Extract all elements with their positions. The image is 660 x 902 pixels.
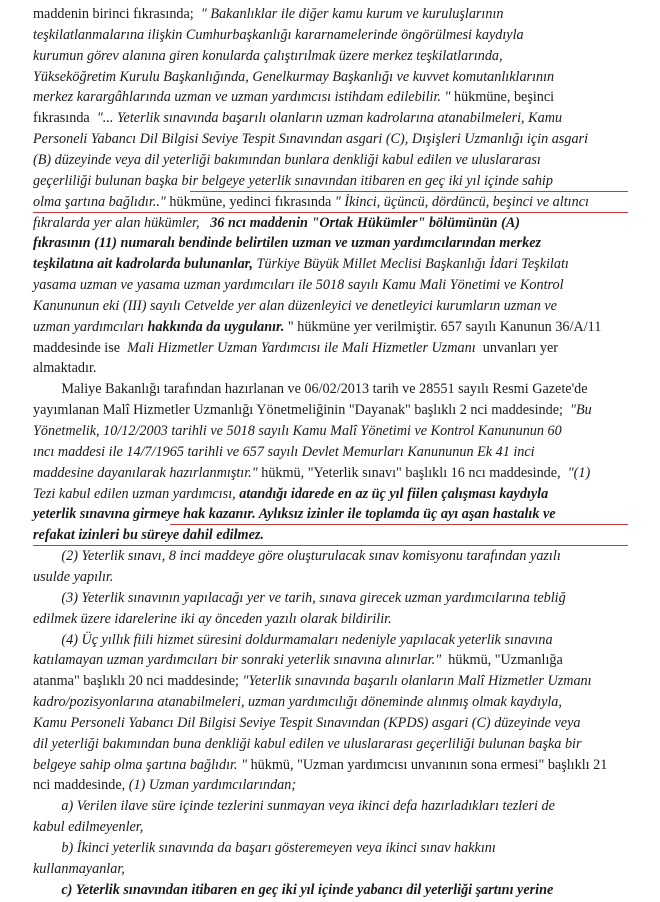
text-run: hükmüne, yedinci fıkrasında [169,193,335,210]
text-run: Yönetmelik, 10/12/2003 tarihli ve 5018 sayılı Kamu Malî Yönetimi ve Kontrol Kanununun 60 [33,423,562,439]
text-run: c) Yeterlik sınavından itibaren en geç iki yıl içinde yabancı dil yeterliği şartını yerine [33,881,554,898]
text-run: (3) Yeterlik sınavının yapılacağı yer ve tarih, sınava girecek uzman yardımcılarına tebliğ [33,589,566,606]
text-run: "Bu [570,402,592,419]
text-run: Personeli Yabancı Dil Bilgisi Seviye Tespit Sınavından asgari (C), Dışişleri Uzmanlığı için asgari [33,131,589,148]
text-run: usulde yapılır. [33,568,114,585]
underline-mark [33,212,628,213]
text-run: Kamu Personeli Yabancı Dil Bilgisi Seviye Tespit Sınavından (KPDS) asgari (C) düzeyinde veya [33,714,581,731]
text-run: almaktadır. [33,360,97,377]
text-run: (1) Uzman yardımcılarından; [128,777,297,794]
text-run: merkez karargâhlarında uzman ve uzman yardımcısı istihdam edilebilir. " [33,89,455,106]
text-run: "(1) [567,464,591,481]
text-run: nci maddesinde, [33,777,129,794]
text-run: Türkiye Büyük Millet Meclisi Başkanlığı İdari Teşkilatı [256,256,569,273]
text-run: belgeye sahip olma şartına bağlıdır. " [33,756,251,773]
text-run: "Yeterlik sınavında başarılı olanların Malî Hizmetler Uzmanı [242,673,592,690]
text-run: refakat izinleri bu süreye dahil edilmez. [33,527,264,544]
text-run: hükmüne, beşinci [454,89,555,106]
text-run: yasama uzman ve yasama uzman yardımcıları ile 5018 sayılı Kamu Mali Yönetimi ve Kontrol [33,277,564,294]
text-run: hükmü, "Uzmanlığa [448,652,563,669]
text-run: Tezi kabul edilen uzman yardımcısı, [33,485,240,502]
text-run: unvanları yer [482,339,559,356]
text-run: 36 ncı maddenin "Ortak Hükümler" bölümünün (A) [203,214,521,231]
text-run: a) Verilen ilave süre içinde tezlerini sunmayan veya ikinci defa hazırladıkları tezleri de [33,798,555,815]
text-run: ıncı maddesi ile 14/7/1965 tarihli ve 657 sayılı Devlet Memurları Kanununun Ek 41 inci [33,443,535,460]
text-run: " Bakanlıklar ile diğer kamu kurum ve kuruluşlarının [200,6,504,22]
text-run: " hükmüne yer verilmiştir. 657 sayılı Kanunun 36/A/11 [287,318,602,335]
text-run: "... Yeterlik sınavında başarılı olanların uzman kadrolarına atanabilmeleri, Kamu [96,110,563,127]
text-run: fıkralarda yer alan hükümler, [33,214,204,231]
text-run: yeterlik sınavına girmeye hak kazanır. Aylıksız izinler ile toplamda üç ayı aşan hastalık ve [33,506,556,523]
text-run: maddesine dayanılarak hazırlanmıştır." [33,464,262,481]
text-run: edilmek üzere idarelerine iki ay önceden yazılı olarak bildirilir. [33,610,392,627]
text-run: Maliye Bakanlığı tarafından hazırlanan ve 06/02/2013 tarih ve 28551 sayılı Resmi Gazete'de [33,381,588,398]
underline-mark [33,545,628,546]
text-run: uzman yardımcıları [33,318,148,335]
text-run: maddenin birinci fıkrasında; [33,6,201,22]
text-run: fıkrasının (11) numaralı bendinde belirtilen uzman ve uzman yardımcılarından merkez [33,235,542,252]
text-run: kullanmayanlar, [33,860,125,877]
underline-mark [170,524,628,525]
text-run: geçerliliği bulunan başka bir belgeye yeterlik sınavından itibaren en geç iki yıl içinde sahip [33,172,553,189]
text-run: katılamayan uzman yardımcıları bir sonraki yeterlik sınavına alınırlar." [33,652,449,669]
text-run: olma şartına bağlıdır.." [33,193,170,210]
text-run: (4) Üç yıllık fiili hizmet süresini doldurmamaları nedeniyle yapılacak yeterlik sınavına [33,631,553,648]
text-run: kabul edilmeyenler, [33,819,144,836]
text-run: kadro/pozisyonlarına atanabilmeleri, uzman yardımcılığı döneminde alınmış olmak kaydıyla, [33,694,562,711]
text-run: atanma" başlıklı 20 nci maddesinde; [33,673,243,690]
text-run: hükmü, "Yeterlik sınavı" başlıklı 16 ncı maddesinde, [261,464,568,481]
text-run: yayımlanan Malî Hizmetler Uzmanlığı Yönetmeliğinin "Dayanak" başlıklı 2 nci maddesinde; [33,402,571,419]
text-run: b) İkinci yeterlik sınavında da başarı gösteremeyen veya ikinci sınav hakkını [33,840,496,856]
text-run: (B) düzeyinde veya dil yeterliği bakımından bunlara denkliği kabul edilen ve uluslararası [33,151,541,168]
text-run: teşkilatına ait kadrolarda bulunanlar, [33,256,257,273]
text-run: (2) Yeterlik sınavı, 8 inci maddeye göre oluşturulacak sınav komisyonu tarafından yazılı [33,548,561,565]
text-run: dil yeterliği bakımından buna denkliği kabul edilen ve uluslararası geçerliliği bulunan başka bir [33,735,582,752]
text-line [0,878,660,902]
text-run: kurumun görev alanına giren konularda çalıştırılmak üzere merkez teşkilatlarında, [33,47,503,64]
text-run: Kanununun eki (III) sayılı Cetvelde yer alan düzenleyici ve denetleyici kurumların uzman ve [33,297,557,314]
text-run: atandığı idarede en az üç yıl fiilen çalışması kaydıyla [239,485,549,502]
text-run: Mali Hizmetler Uzman Yardımcısı ile Mali Hizmetler Uzmanı [127,339,483,356]
underline-mark [190,191,628,192]
text-run: hakkında da uygulanır. [147,318,288,335]
text-run: maddesinde ise [33,339,128,356]
text-run: Yükseköğretim Kurulu Başkanlığında, Genelkurmay Başkanlığı ve kuvvet komutanlıklarının [33,68,555,85]
text-run: " İkinci, üçüncü, dördüncü, beşinci ve altıncı [334,193,589,210]
text-run: teşkilatlanmalarına ilişkin Cumhurbaşkanlığı kararnamelerinde öngörülmesi kaydıyla [33,26,524,43]
text-run: hükmü, "Uzman yardımcısı unvanının sona ermesi" başlıklı 21 [250,756,608,773]
text-run: fıkrasında [33,110,97,127]
